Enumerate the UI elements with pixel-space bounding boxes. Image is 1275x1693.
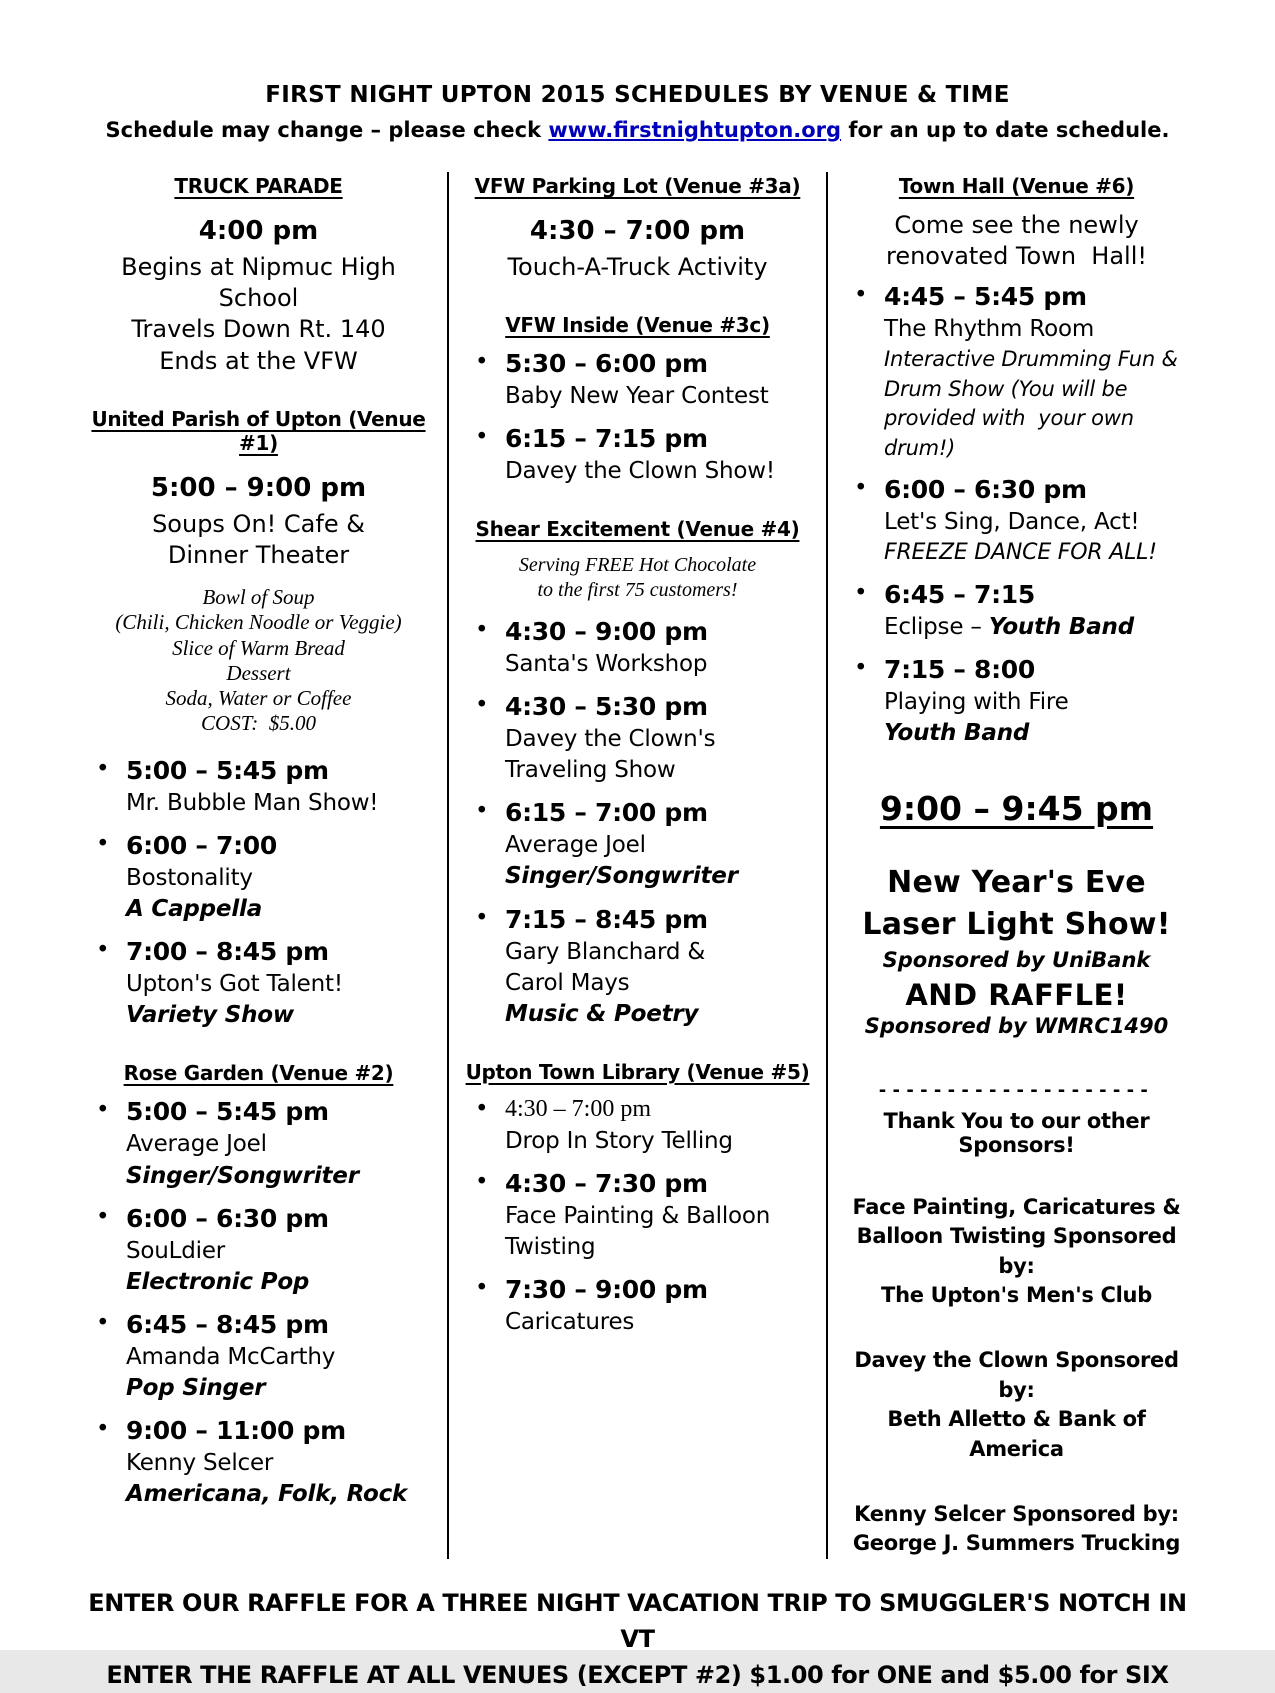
event-title: Upton's Got Talent! xyxy=(126,971,343,998)
united-parish-line: Dinner Theater xyxy=(167,540,350,569)
event-description: Interactive Drumming Fun & xyxy=(884,347,1178,372)
event xyxy=(840,580,1193,643)
menu-line: Bowl of Soup xyxy=(202,585,315,610)
event-time: 6:45 – 7:15 xyxy=(884,579,1035,609)
bullet-icon xyxy=(82,756,126,819)
vfw-parking-line: Touch-A-Truck Activity xyxy=(507,253,768,281)
menu-line: Slice of Warm Bread xyxy=(172,635,345,660)
truck-parade-time: 4:00 pm xyxy=(198,216,319,246)
bullet-icon xyxy=(461,349,505,412)
event-time: 6:15 – 7:15 pm xyxy=(505,424,708,454)
event-genre: Youth Band xyxy=(884,719,1030,746)
laser-show-title-line: Laser Light Show! xyxy=(862,906,1171,942)
event-genre: A Cappella xyxy=(126,896,263,923)
event-time: 6:15 – 7:00 pm xyxy=(505,798,708,828)
column-left xyxy=(70,172,447,1559)
vfw-parking-heading: VFW Parking Lot (Venue #3a) xyxy=(474,174,801,198)
united-parish-time: 5:00 – 9:00 pm xyxy=(150,472,367,503)
bullet-icon xyxy=(461,692,505,786)
sponsor-line: Davey the Clown Sponsored by: xyxy=(854,1348,1179,1402)
event-time: 4:30 – 5:30 pm xyxy=(505,692,708,722)
event-time: 4:30 – 7:00 pm xyxy=(505,1095,652,1122)
town-hall-intro: renovated Town Hall! xyxy=(885,242,1148,271)
bullet-icon xyxy=(82,1097,126,1191)
laser-show-title-line: New Year's Eve xyxy=(887,864,1146,900)
bullet-icon xyxy=(461,1275,505,1338)
raffle-footer-line: ENTER THE RAFFLE AT ALL VENUES (EXCEPT #2) $1.00 for ONE and $5.00 for SIX xyxy=(106,1660,1169,1689)
town-hall-intro: Come see the newly xyxy=(894,211,1139,239)
menu-line: (Chili, Chicken Noodle or Veggie) xyxy=(115,610,402,635)
united-parish-heading: United Parish of Upton (Venue #1) xyxy=(91,406,426,455)
event-title: Amanda McCarthy xyxy=(126,1343,336,1370)
event-title: Bostonality xyxy=(126,865,253,892)
bullet-icon xyxy=(461,424,505,487)
event-title: Gary Blanchard & xyxy=(505,938,706,965)
subtitle-prefix: Schedule may change – please check xyxy=(105,118,549,142)
event-genre: Americana, Folk, Rock xyxy=(126,1480,408,1507)
vfw-inside-heading: VFW Inside (Venue #3c) xyxy=(505,313,770,338)
sponsor-line: The Upton's Men's Club xyxy=(881,1283,1152,1308)
raffle-sponsor: Sponsored by WMRC1490 xyxy=(864,1013,1169,1038)
schedule-website-link[interactable]: www.firstnightupton.org xyxy=(548,118,842,142)
event-title: Face Painting & Balloon xyxy=(505,1202,771,1229)
page-title: FIRST NIGHT UPTON 2015 SCHEDULES BY VENUE & TIME xyxy=(265,82,1010,108)
sponsor-item xyxy=(840,1193,1193,1311)
sponsor-line: Face Painting, Caricatures & xyxy=(852,1194,1181,1219)
event xyxy=(461,905,814,1030)
menu-line: Dessert xyxy=(226,660,291,685)
bullet-icon xyxy=(82,831,126,925)
vfw-parking-time: 4:30 – 7:00 pm xyxy=(529,216,746,246)
dashed-separator: -------------------- xyxy=(878,1079,1155,1101)
event-time: 6:45 – 8:45 pm xyxy=(126,1309,329,1339)
event xyxy=(82,1204,435,1298)
bullet-icon xyxy=(461,798,505,892)
event-title: Davey the Clown Show! xyxy=(505,458,775,485)
event-time: 5:30 – 6:00 pm xyxy=(505,349,708,379)
event-time: 5:00 – 5:45 pm xyxy=(126,1097,329,1127)
bullet-icon xyxy=(82,1416,126,1510)
event-title: Twisting xyxy=(505,1233,596,1260)
event-time: 6:00 – 6:30 pm xyxy=(884,474,1087,504)
note-line: Serving FREE Hot Chocolate xyxy=(518,554,757,577)
library-heading: Upton Town Library (Venue #5) xyxy=(465,1059,810,1084)
laser-show-title xyxy=(840,862,1193,946)
laser-show-sponsor: Sponsored by UniBank xyxy=(882,947,1151,972)
truck-parade-heading: TRUCK PARADE xyxy=(174,174,343,198)
event-time: 5:00 – 5:45 pm xyxy=(126,756,329,786)
sponsor-line: Kenny Selcer Sponsored by: xyxy=(854,1501,1179,1526)
event-title: Drop In Story Telling xyxy=(505,1127,733,1154)
bullet-icon xyxy=(82,937,126,1031)
event-genre: Singer/Songwriter xyxy=(505,863,738,890)
event-title: Average Joel xyxy=(505,832,646,859)
menu-cost: COST: $5.00 xyxy=(201,711,316,736)
raffle-headline: AND RAFFLE! xyxy=(905,977,1128,1012)
event-title: Traveling Show xyxy=(505,757,676,784)
event-title: Santa's Workshop xyxy=(505,651,708,678)
event-title xyxy=(884,612,1193,643)
raffle-footer xyxy=(70,1585,1205,1693)
page-subtitle xyxy=(70,118,1205,142)
event-title-text: Eclipse – xyxy=(884,613,989,640)
event xyxy=(840,475,1193,568)
event xyxy=(461,692,814,786)
truck-parade-line: Travels Down Rt. 140 xyxy=(131,315,386,344)
event xyxy=(461,424,814,487)
event-note: FREEZE DANCE FOR ALL! xyxy=(884,540,1157,566)
event-time: 4:45 – 5:45 pm xyxy=(884,282,1087,312)
sponsor-line: George J. Summers Trucking xyxy=(852,1531,1181,1556)
raffle-footer-line: ENTER OUR RAFFLE FOR A THREE NIGHT VACATION TRIP TO SMUGGLER'S NOTCH IN VT xyxy=(88,1588,1187,1653)
event xyxy=(840,282,1193,463)
laser-show-time: 9:00 – 9:45 pm xyxy=(879,788,1154,828)
event xyxy=(461,349,814,412)
bullet-icon xyxy=(461,1096,505,1157)
united-parish-line: Soups On! Cafe & xyxy=(152,509,365,538)
event xyxy=(82,1310,435,1404)
event xyxy=(461,1275,814,1338)
event xyxy=(82,756,435,819)
event-time: 6:00 – 6:30 pm xyxy=(126,1203,329,1233)
subtitle-suffix: for an up to date schedule. xyxy=(841,118,1170,142)
event-genre: Singer/Songwriter xyxy=(126,1162,359,1189)
event-time: 7:30 – 9:00 pm xyxy=(505,1274,708,1304)
event-title: Kenny Selcer xyxy=(126,1449,274,1476)
event xyxy=(461,798,814,892)
event xyxy=(82,937,435,1031)
event-title: Playing with Fire xyxy=(884,688,1069,715)
event-title: Average Joel xyxy=(126,1131,267,1158)
event xyxy=(82,1416,435,1510)
event-description: provided with your own xyxy=(884,406,1134,431)
event xyxy=(840,655,1193,749)
rose-garden-heading: Rose Garden (Venue #2) xyxy=(123,1061,394,1086)
event xyxy=(461,617,814,680)
event-time: 7:15 – 8:45 pm xyxy=(505,904,708,934)
bullet-icon xyxy=(461,617,505,680)
truck-parade-line: Begins at Nipmuc High School xyxy=(121,253,396,313)
shear-excitement-heading: Shear Excitement (Venue #4) xyxy=(475,517,800,542)
event xyxy=(82,831,435,925)
event-time: 7:00 – 8:45 pm xyxy=(126,937,329,967)
bullet-icon xyxy=(461,905,505,1030)
event-time: 4:30 – 9:00 pm xyxy=(505,617,708,647)
event xyxy=(82,1097,435,1191)
bullet-icon xyxy=(82,1310,126,1404)
event-genre: Variety Show xyxy=(126,1002,294,1029)
event-title: Let's Sing, Dance, Act! xyxy=(884,508,1140,535)
bullet-icon xyxy=(82,1204,126,1298)
event-genre: Electronic Pop xyxy=(126,1268,310,1295)
bullet-icon xyxy=(461,1169,505,1263)
event-title: Baby New Year Contest xyxy=(505,383,769,410)
dinner-menu xyxy=(82,585,435,736)
town-hall-heading: Town Hall (Venue #6) xyxy=(898,174,1135,198)
hot-chocolate-note xyxy=(461,553,814,603)
event-title: Caricatures xyxy=(505,1308,635,1335)
event-description: Drum Show (You will be xyxy=(884,376,1128,401)
event-title: Carol Mays xyxy=(505,969,630,996)
sponsor-item xyxy=(840,1500,1193,1559)
bullet-icon xyxy=(840,475,884,568)
event-time: 9:00 – 11:00 pm xyxy=(126,1415,346,1445)
event-time: 4:30 – 7:30 pm xyxy=(505,1168,708,1198)
event-time: 6:00 – 7:00 xyxy=(126,831,277,861)
event-title: Davey the Clown's xyxy=(505,726,716,753)
note-line: to the first 75 customers! xyxy=(537,579,738,602)
event-title: SouLdier xyxy=(126,1237,226,1264)
event-title: Mr. Bubble Man Show! xyxy=(126,790,379,817)
schedule-columns xyxy=(70,172,1205,1559)
column-right xyxy=(828,172,1205,1559)
sponsor-line: Beth Alletto & Bank of America xyxy=(887,1407,1146,1461)
event-time: 7:15 – 8:00 xyxy=(884,654,1035,684)
event-genre: Youth Band xyxy=(988,613,1134,640)
column-middle xyxy=(447,172,828,1559)
event-title: The Rhythm Room xyxy=(884,316,1095,343)
bullet-icon xyxy=(840,580,884,643)
event xyxy=(461,1096,814,1157)
truck-parade-line: Ends at the VFW xyxy=(159,346,358,375)
sponsor-item xyxy=(840,1346,1193,1464)
event-description: drum!) xyxy=(884,435,956,460)
event-genre: Music & Poetry xyxy=(505,1000,699,1027)
menu-line: Soda, Water or Coffee xyxy=(165,685,352,710)
bullet-icon xyxy=(840,282,884,463)
event-genre: Pop Singer xyxy=(126,1374,266,1401)
sponsors-thanks: Thank You to our other Sponsors! xyxy=(883,1108,1150,1157)
bullet-icon xyxy=(840,655,884,749)
event xyxy=(461,1169,814,1263)
sponsor-line: Balloon Twisting Sponsored by: xyxy=(856,1224,1177,1278)
